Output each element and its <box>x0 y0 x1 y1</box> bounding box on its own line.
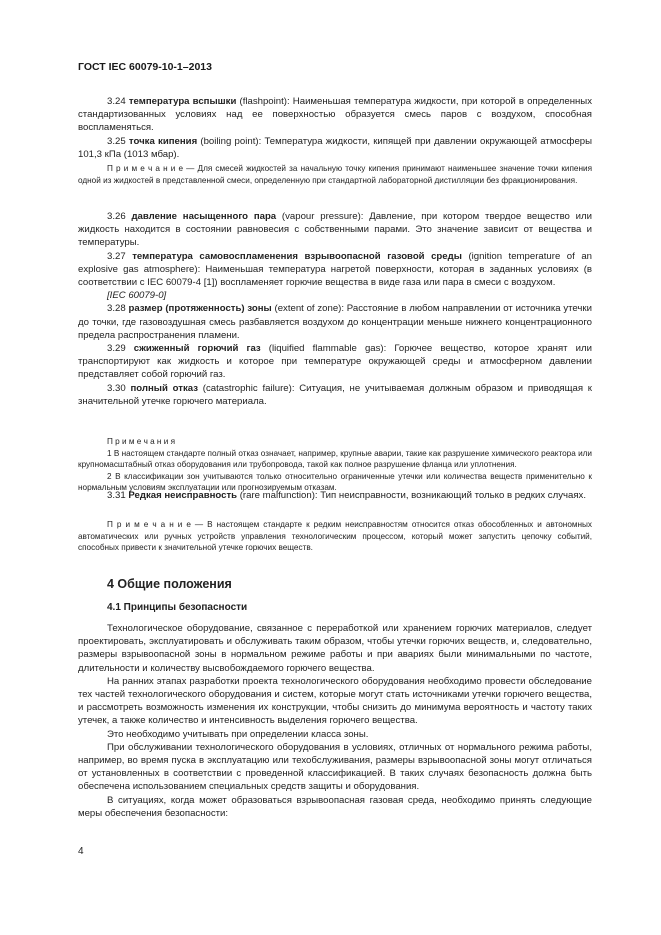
notes-3-30 <box>78 436 592 494</box>
section-title: 4 Общие положения <box>107 577 232 591</box>
term-3-26: 3.26 давление насыщенного пара (vapour pressure): Давление, при котором твердое вещество или жидкость находится в состоянии равновесия с собственными парами. Это значение зависит от вещества и температуры. <box>78 211 592 249</box>
subsection-title: 4.1 Принципы безопасности <box>107 602 248 613</box>
term-title: точка кипения <box>128 135 198 147</box>
section-paragraph: Технологическое оборудование, связанное с переработкой или хранением горючих материалов, следует проектировать, эксплуатировать и обслуживать таким образом, чтобы утечки горючих веществ, и, следовательно, размеры взрывоопасной зоны в нормальном режиме работы и при авариях были минимальными по частоте, длительности и количеству высвобождаемого горючего вещества. <box>78 623 592 674</box>
document-header: ГОСТ IEC 60079-10-1–2013 <box>78 61 212 73</box>
term-3-30: 3.30 полный отказ (catastrophic failure): Ситуация, не учитываемая должным образом и приводящая к значительной утечке горючего материала. <box>78 382 593 407</box>
term-3-31: 3.31 Редкая неисправность (rare malfunction): Тип неисправности, возникающий только в редких случаях. <box>107 490 586 501</box>
note-item-2: 2 В классификации зон учитываются только относительно ограниченные утечки или количества веществ применительно к нормальным условиям эксплуатации или прогнозируемым отказам. <box>78 471 592 493</box>
terms-block-1 <box>78 95 592 161</box>
term-3-24: 3.24 температура вспышки (flashpoint): Наименьшая температура жидкости, при которой в определенных стандартизованных условиях над ее поверхностью образуется смесь паров с воздухом, способная воспламеняться. <box>78 96 592 134</box>
note-3-25: П р и м е ч а н и е — Для смесей жидкостей за начальную точку кипения принимают наименьшее значение точки кипения одной из жидкостей в представленной смеси, определенную при стандартной лабораторной дистилляции без фракционирования. <box>78 164 592 185</box>
term-title: давление насыщенного пара <box>131 211 277 222</box>
term-title: сжиженный горючий газ <box>133 343 261 355</box>
term-title: температура вспышки <box>128 96 237 107</box>
term-3-25: 3.25 точка кипения (boiling point): Температура жидкости, кипящей при давлении окружающей атмосферы 101,3 кПа (1013 мбар). <box>78 135 593 160</box>
term-3-27: 3.27 температура самовоспламенения взрывоопасной газовой среды (ignition temperature of an explosive gas atmosphere): Наименьшая температура нагретой поверхности, которая в заданных условиях (в соответствии с IEC 60079-4 [1]) воспламеняет горючие вещества в виде газа или пара в смеси с воздухом. <box>78 250 592 289</box>
term-3-27-ref: [IEC 60079-0] <box>107 290 167 302</box>
section-paragraph: На ранних этапах разработки проекта технологического оборудования необходимо провести обследование тех частей технологического оборудования и систем, которые могут стать источниками утечки горючего вещества, и рассмотреть возможность изменения их конструкции, чтобы снизить до минимума вероятность и частоту таких утечек, а также количество и интенсивность выделения горючего вещества. <box>78 675 592 727</box>
term-title: Редкая неисправность <box>128 490 238 501</box>
term-3-29: 3.29 сжиженный горючий газ (liquified flammable gas): Горючее вещество, которое хранят или транспортируют как жидкость и которое при температуре окружающей среды и атмосферном давлении представляет собой горючий газ. <box>78 343 592 381</box>
note-label: П р и м е ч а н и е <box>107 164 184 173</box>
section-paragraph: В ситуациях, когда может образоваться взрывоопасная газовая среда, необходимо принять следующие меры обеспечения безопасности: <box>78 794 592 819</box>
page-number: 4 <box>78 846 84 857</box>
term-title: размер (протяженность) зоны <box>128 303 272 315</box>
term-title: полный отказ <box>130 382 198 394</box>
note-label: П р и м е ч а н и е <box>107 520 191 529</box>
note-3-31: П р и м е ч а н и е — В настоящем стандарте к редким неисправностям относится отказ обособленных и автономных автоматических или ручных устройств управления технологическим процессом, который может запустить цепочку событий, способных привести к значительной утечке горючих веществ. <box>78 520 592 553</box>
term-3-28: 3.28 размер (протяженность) зоны (extent of zone): Расстояние в любом направлении от источника утечки до точки, где газовоздушная смесь разбавляется воздухом до концентрации меньше нижнего концентрационного предела распространения пламени. <box>78 303 592 341</box>
section-body <box>78 622 592 820</box>
section-paragraph: При обслуживании технологического оборудования в условиях, отличных от нормального режима работы, например, во время пуска в эксплуатацию или техобслуживания, размеры взрывоопасной зоны могут отличаться от установленных в соответствии с проведенной классификацией. В таких случаях безопасность должна быть обеспечена использованием специальных средств защиты и оборудования. <box>78 741 592 793</box>
term-title: температура самовоспламенения взрывоопасной газовой среды <box>132 250 462 262</box>
terms-block-3 <box>78 489 592 502</box>
note-item-1: 1 В настоящем стандарте полный отказ означает, например, крупные аварии, такие как разрушение химического реактора или крупномасштабный отказ оборудования или трубопровода, такой как полное разрушение фланца или уплотнения. <box>78 448 592 470</box>
notes-label: П р и м е ч а н и я <box>107 437 176 446</box>
section-paragraph: Это необходимо учитывать при определении класса зоны. <box>107 728 369 740</box>
terms-block-2 <box>78 210 592 408</box>
